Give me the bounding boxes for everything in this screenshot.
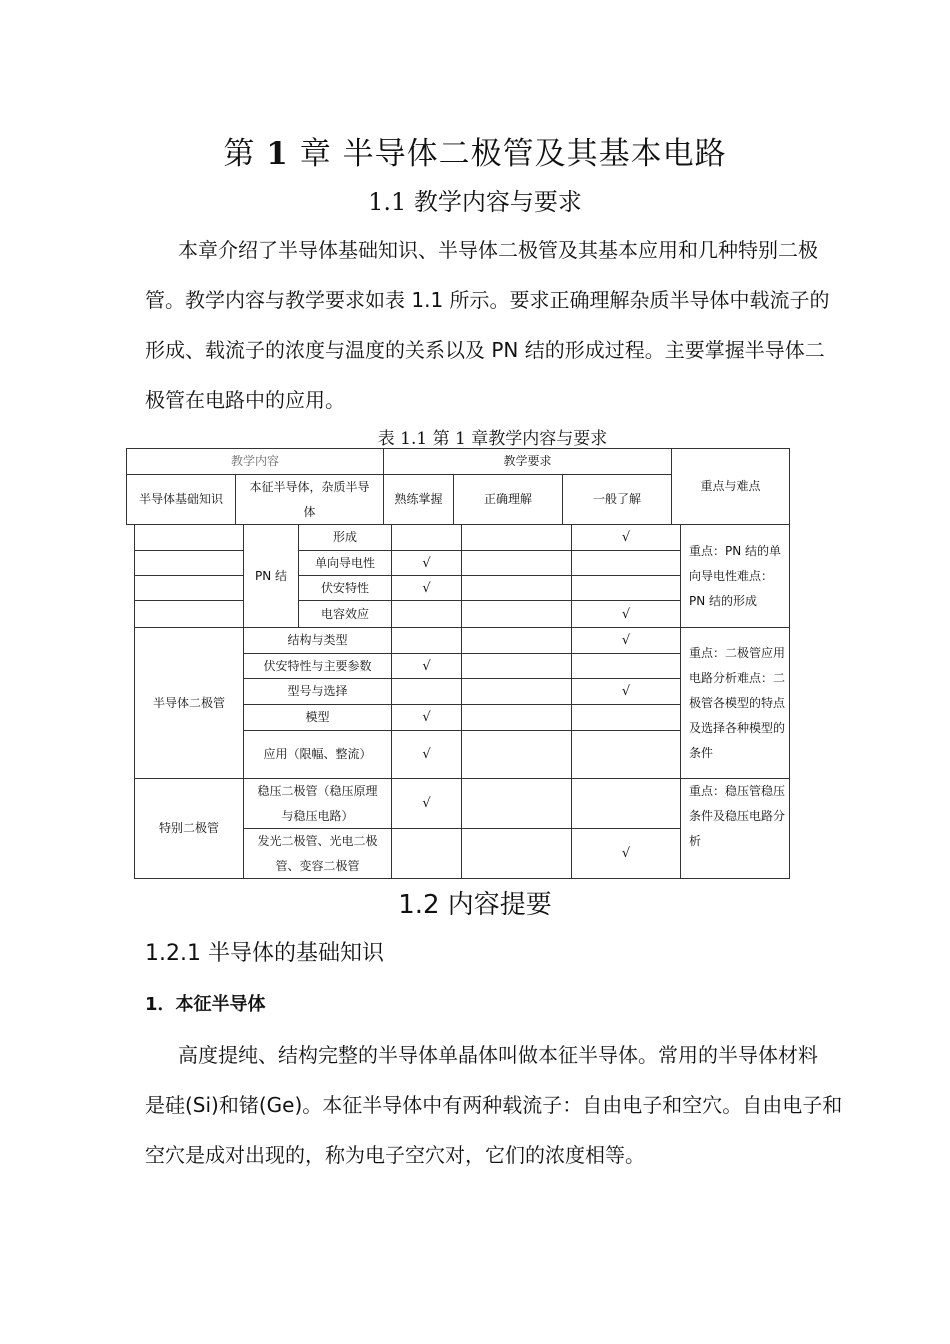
diode-group-cell: 半导体二极管 <box>134 627 244 779</box>
intro-line: 形成、载流子的浓度与温度的关系以及 PN 结的形成过程。主要掌握半导体二 <box>145 338 825 362</box>
empty-cell <box>461 653 572 679</box>
section-heading-1-2: 1.2 内容提要 <box>398 890 552 920</box>
intro-line: 极管在电路中的应用。 <box>145 388 345 412</box>
sub-intrinsic-cell: 本征半导体，杂质半导体 <box>235 474 384 525</box>
empty-cell <box>391 524 462 551</box>
section-heading-1-2-1: 1.2.1 半导体的基础知识 <box>145 941 384 966</box>
chapter-title-prefix: 第 <box>223 136 256 172</box>
diode-row-label: 型号与选择 <box>243 678 392 705</box>
empty-cell <box>461 524 572 551</box>
pn-key-points-cell: 重点：PN 结的单向导电性难点：PN 结的形成 <box>680 524 790 628</box>
header-key-points-cell: 重点与难点 <box>671 448 790 525</box>
intro-line: 本章介绍了半导体基础知识、半导体二极管及其基本应用和几种特别二极 <box>178 238 818 262</box>
diode-key-points-cell: 重点：二极管应用电路分析难点：二极管各模型的特点及选择各种模型的条件 <box>680 627 790 779</box>
check-mark: √ <box>571 678 681 705</box>
header-content-cell: 教学内容 <box>126 448 384 475</box>
empty-cell <box>571 704 681 731</box>
sub-basics-cell: 半导体基础知识 <box>126 474 236 525</box>
empty-cell <box>134 524 244 551</box>
intrinsic-line: 是硅(Si)和锗(Ge)。本征半导体中有两种载流子：自由电子和空穴。自由电子和 <box>145 1093 843 1117</box>
empty-cell <box>461 778 572 829</box>
empty-cell <box>134 550 244 576</box>
col-understand-cell: 正确理解 <box>453 474 563 525</box>
empty-cell <box>391 600 462 628</box>
check-mark: √ <box>391 704 462 731</box>
empty-cell <box>461 550 572 576</box>
pn-row-label: 单向导电性 <box>298 550 392 576</box>
empty-cell <box>461 828 572 879</box>
empty-cell <box>461 704 572 731</box>
check-mark: √ <box>571 828 681 879</box>
subsection-heading-1: 1．本征半导体 <box>145 994 266 1015</box>
pn-row-label: 形成 <box>298 524 392 551</box>
diode-row-label: 模型 <box>243 704 392 731</box>
section-heading-1-1: 1.1 教学内容与要求 <box>368 188 582 216</box>
check-mark: √ <box>391 653 462 679</box>
empty-cell <box>571 575 681 601</box>
intro-line: 管。教学内容与教学要求如表 1.1 所示。要求正确理解杂质半导体中载流子的 <box>145 288 830 312</box>
diode-row-label: 结构与类型 <box>243 627 392 654</box>
empty-cell <box>571 550 681 576</box>
diode-row-label: 应用（限幅、整流） <box>243 730 392 779</box>
chapter-title <box>0 128 950 173</box>
table-caption: 表 1.1 第 1 章教学内容与要求 <box>377 429 608 449</box>
empty-cell <box>461 600 572 628</box>
diode-row-label: 伏安特性与主要参数 <box>243 653 392 679</box>
empty-cell <box>461 575 572 601</box>
chapter-number: 1 <box>266 136 289 172</box>
pn-row-label: 电容效应 <box>298 600 392 628</box>
empty-cell <box>391 678 462 705</box>
check-mark: √ <box>571 524 681 551</box>
intrinsic-line: 空穴是成对出现的，称为电子空穴对，它们的浓度相等。 <box>145 1143 645 1167</box>
empty-cell <box>571 778 681 829</box>
empty-cell <box>134 575 244 601</box>
col-master-cell: 熟练掌握 <box>383 474 454 525</box>
special-key-points-cell: 重点：稳压管稳压条件及稳压电路分析 <box>680 778 790 879</box>
col-general-cell: 一般了解 <box>562 474 672 525</box>
check-mark: √ <box>391 550 462 576</box>
check-mark: √ <box>571 600 681 628</box>
intrinsic-paragraph <box>145 1030 843 1180</box>
empty-cell <box>391 627 462 654</box>
header-requirements-cell: 教学要求 <box>383 448 672 475</box>
check-mark: √ <box>391 730 462 779</box>
empty-cell <box>134 600 244 628</box>
empty-cell <box>571 730 681 779</box>
intro-paragraph <box>145 225 830 425</box>
pn-row-label: 伏安特性 <box>298 575 392 601</box>
pn-junction-cell: PN 结 <box>243 524 299 628</box>
empty-cell <box>391 828 462 879</box>
empty-cell <box>461 730 572 779</box>
intrinsic-line: 高度提纯、结构完整的半导体单晶体叫做本征半导体。常用的半导体材料 <box>178 1043 818 1067</box>
check-mark: √ <box>571 627 681 654</box>
check-mark: √ <box>391 575 462 601</box>
chapter-title-text: 章 半导体二极管及其基本电路 <box>299 136 727 172</box>
empty-cell <box>571 653 681 679</box>
special-row-label: 稳压二极管（稳压原理与稳压电路） <box>243 778 392 829</box>
special-row-label: 发光二极管、光电二极管、变容二极管 <box>243 828 392 879</box>
check-mark: √ <box>391 778 462 829</box>
special-group-cell: 特别二极管 <box>134 778 244 879</box>
empty-cell <box>461 678 572 705</box>
empty-cell <box>461 627 572 654</box>
